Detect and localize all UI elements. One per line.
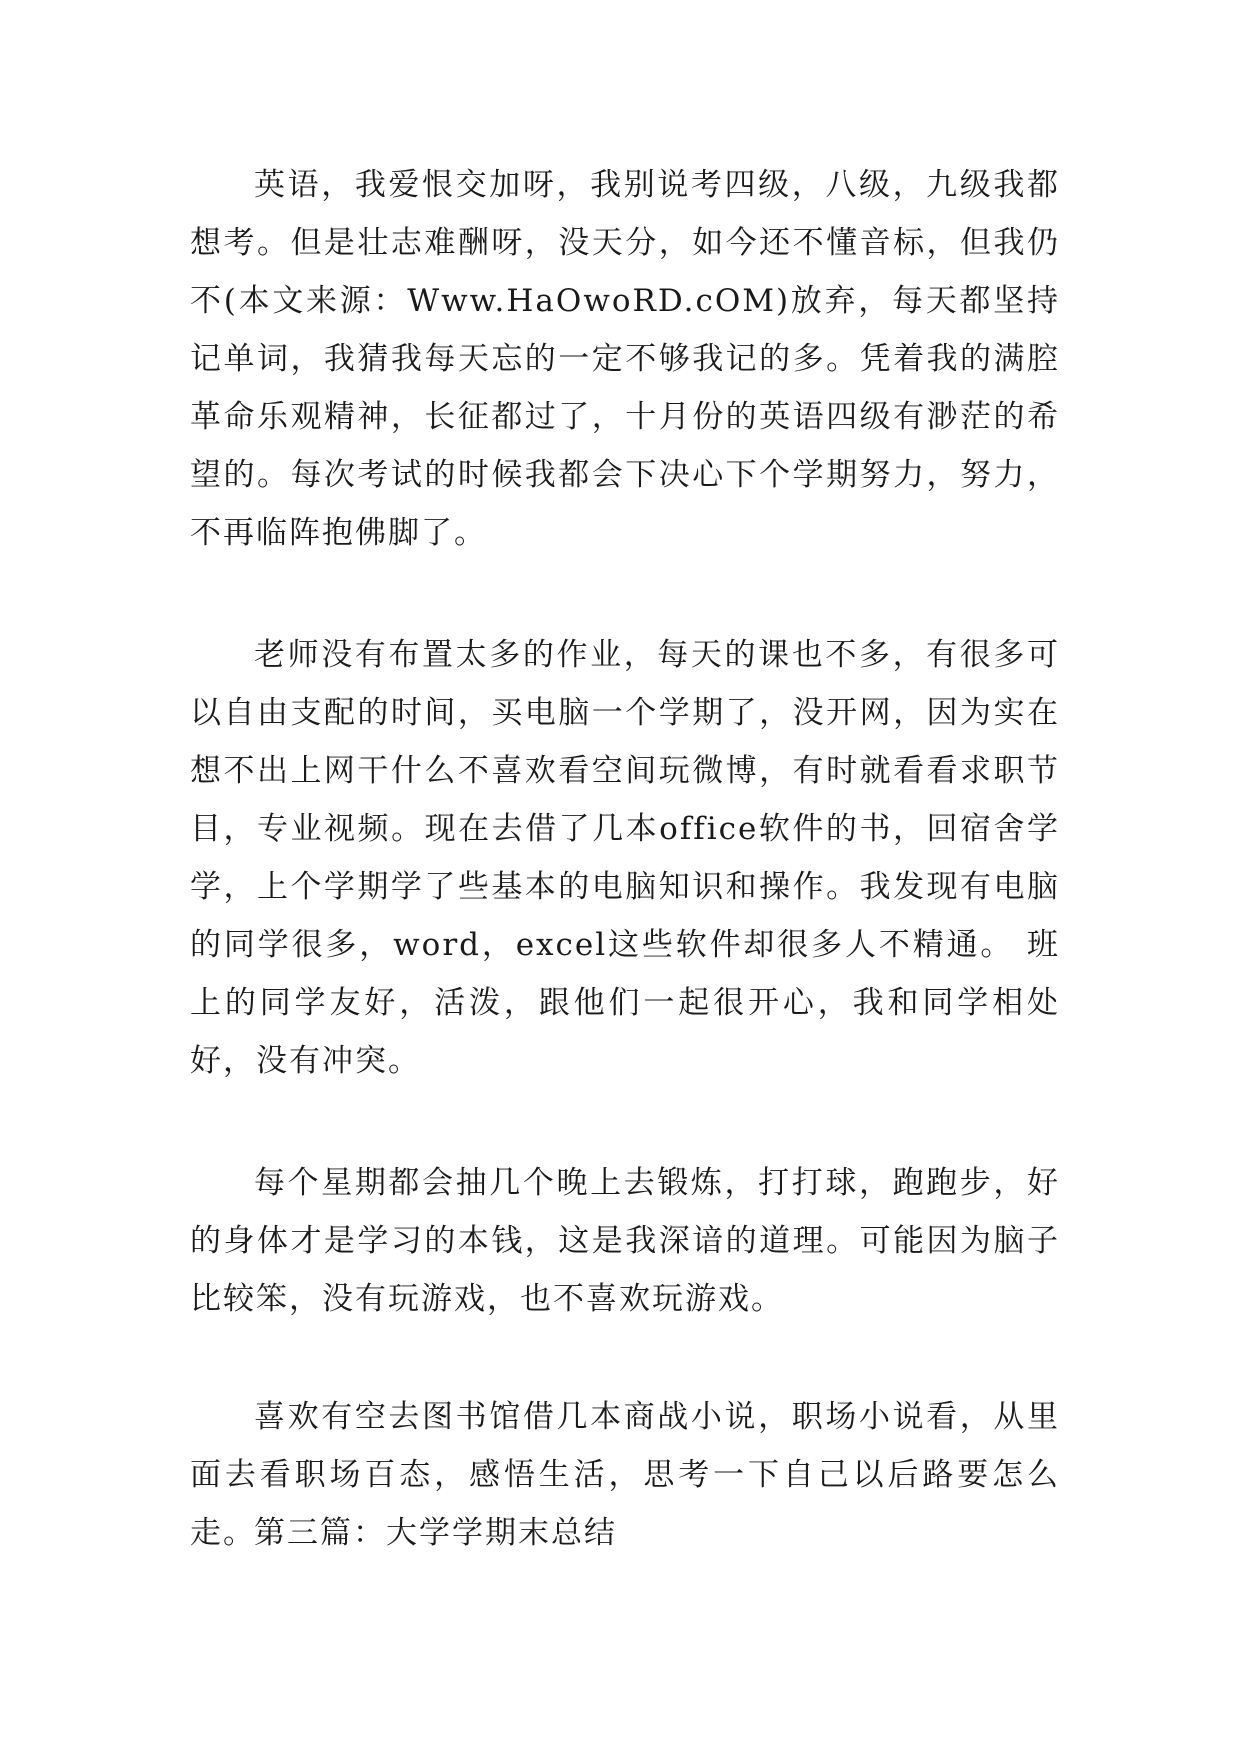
section-heading: 第三篇：大学学期末总结 bbox=[254, 1515, 617, 1551]
paragraph-library-reading: 喜欢有空去图书馆借几本商战小说，职场小说看，从里面去看职场百态，感悟生活，思考一下自己以后路要怎么走。 bbox=[190, 1399, 1060, 1551]
paragraph-computer-and-classmates: 老师没有布置太多的作业，每天的课也不多，有很多可以自由支配的时间，买电脑一个学期了，没开网，因为实在想不出上网干什么不喜欢看空间玩微博，有时就看看求职节目，专业视频。现在去借了几本office软件的书，回宿舍学学，上个学期学了些基本的电脑知识和操作。我发现有电脑的同学很多，word，excel这些软件却很多人不精通。 班上的同学友好，活泼，跟他们一起很开心，我和同学相处好，没有冲突。 bbox=[190, 637, 1060, 1079]
paragraph-exercise: 每个星期都会抽几个晚上去锻炼，打打球，跑跑步，好的身体才是学习的本钱，这是我深谙的道理。可能因为脑子比较笨，没有玩游戏，也不喜欢玩游戏。 bbox=[190, 1165, 1060, 1317]
paragraph-english-study: 英语，我爱恨交加呀，我别说考四级，八级，九级我都想考。但是壮志难酬呀，没天分，如今还不懂音标，但我仍不(本文来源：Www.HaOwoRD.cOM)放弃，每天都坚持记单词，我猜我每天忘的一定不够我记的多。凭着我的满腔革命乐观精神，长征都过了，十月份的英语四级有渺茫的希望的。每次考试的时候我都会下决心下个学期努力，努力，不再临阵抱佛脚了。 bbox=[190, 167, 1060, 551]
